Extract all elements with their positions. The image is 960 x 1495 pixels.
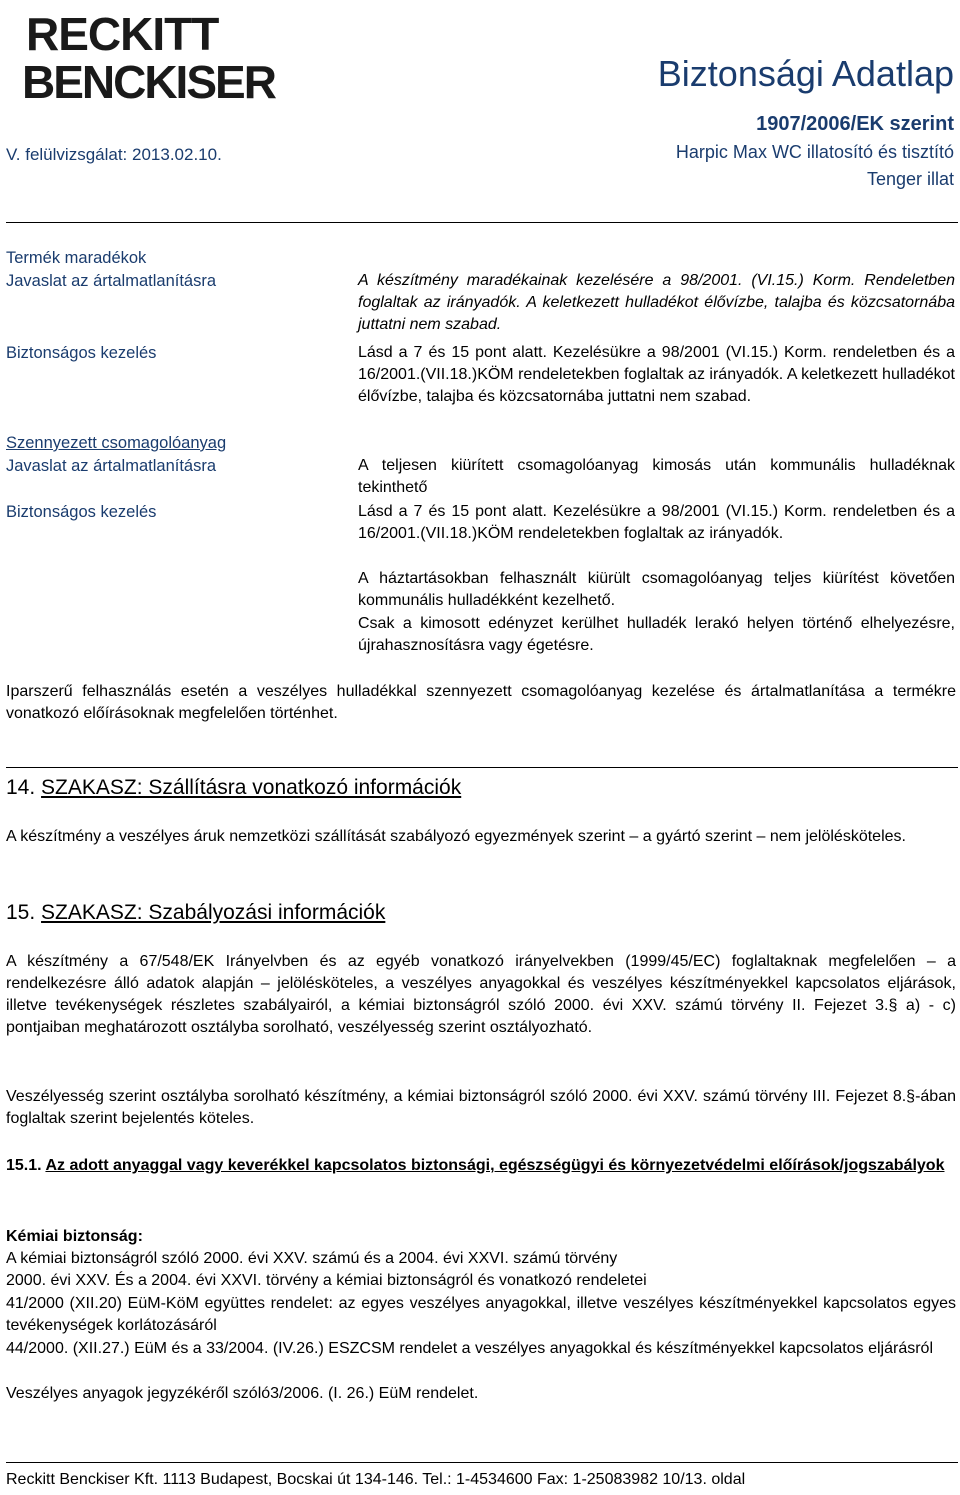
law-item: A kémiai biztonságról szóló 2000. évi XXV. számú és a 2004. évi XXVI. számú törvény (6, 1250, 618, 1267)
law-item: Veszélyes anyagok jegyzékéről szóló3/2006. (I. 26.) EüM rendelet. (6, 1385, 479, 1402)
page-footer: Reckitt Benckiser Kft. 1113 Budapest, Bocskai út 134-146. Tel.: 1-4534600 Fax: 1-25083982 10/13. oldal (6, 1471, 746, 1488)
section-15-heading (6, 900, 385, 926)
disposal-text-1: A készítmény maradékainak kezelésére a 98/2001. (VI.15.) Korm. Rendeletben foglaltak az irányadók. A keletkezett hulladékot élővízbe, talajba és közcsatornába juttatni nem szabad. (358, 272, 955, 333)
section-14-number: 14. (6, 776, 36, 799)
subsection-15-1-number: 15.1. (6, 1157, 42, 1174)
safe-handling-text-1: Lásd a 7 és 15 pont alatt. Kezelésükre a 98/2001 (VI.15.) Korm. rendeletben és a 16/2001.(VII.18.)KÖM rendeletekben foglaltak az irányadók. A keletkezett hulladékot élővízbe, talajba és közcsatornába juttatni nem szabad. (358, 344, 955, 405)
revision-date: V. felülvizsgálat: 2013.02.10. (6, 145, 222, 164)
subsection-15-1-heading (6, 1155, 956, 1177)
reckitt-benckiser-logo (22, 10, 292, 105)
disposal-text-2: A teljesen kiürített csomagolóanyag kimosás után kommunális hulladéknak tekinthető (358, 457, 955, 496)
document-title: Biztonsági Adatlap (657, 53, 954, 94)
product-residue-title: Termék maradékok (6, 249, 147, 267)
section-15-text-2: Veszélyesség szerint osztályba sorolható készítmény, a kémiai biztonságról szóló 2000. évi XXV. számú törvény III. Fejezet 8.§-ában foglaltak szerint bejelentés köteles. (6, 1088, 956, 1127)
section-15-text-1: A készítmény a 67/548/EK Irányelvben és az egyéb vonatkozó irányelvekben (1999/45/EC) foglaltaknak megfelelően – a rendelkezésre álló adatok alapján – jelölésköteles, a veszélyes anyagokkal és veszélyes készítményekkel kapcsolatos eljárások, illetve tevékenységek részletes szabályairól, a kémiai biztonságról szóló 2000. évi XXV. számú törvény II. Fejezet 3.§ a) - c) pontjaiban meghatározott osztályba sorolható, veszélyesség szerint osztályozható. (6, 953, 956, 1036)
safe-handling-text-2: Lásd a 7 és 15 pont alatt. Kezelésükre a 98/2001 (VI.15.) Korm. rendeletben és a 16/2001.(VII.18.)KÖM rendeletekben foglaltak az irányadók. (358, 503, 955, 542)
rinsed-container-text: Csak a kimosott edényzet kerülhet hulladék lerakó helyen történő elhelyezésre, újrahasznosításra vagy égetésre. (358, 615, 955, 654)
safe-handling-label-2: Biztonságos kezelés (6, 503, 157, 521)
regulation-reference: 1907/2006/EK szerint (756, 113, 954, 135)
section-14-text: A készítmény a veszélyes áruk nemzetközi szállítását szabályozó egyezmények szerint – a gyártó szerint – nem jelölésköteles. (6, 828, 906, 845)
disposal-label-2: Javaslat az ártalmatlanításra (6, 457, 217, 475)
footer-divider (6, 1462, 958, 1463)
household-text: A háztartásokban felhasznált kiürült csomagolóanyag teljes kiürítést követően kommunális hulladékként kezelhető. (358, 570, 955, 609)
logo-line-2: BENCKISER (22, 56, 275, 105)
section-15-number: 15. (6, 901, 36, 924)
product-name: Harpic Max WC illatosító és tisztító (675, 142, 954, 162)
law-item: 2000. évi XXV. És a 2004. évi XXVI. törvény a kémiai biztonságról és vonatkozó rendeletei (6, 1272, 647, 1289)
section-divider (6, 767, 958, 768)
packaging-title: Szennyezett csomagolóanyag (6, 434, 227, 452)
section-15-title: SZAKASZ: Szabályozási információk (41, 901, 386, 924)
section-14-heading (6, 775, 461, 801)
header-divider (6, 222, 958, 223)
subsection-15-1-title: Az adott anyaggal vagy keverékkel kapcsolatos biztonsági, egészségügyi és környezetvédelmi előírások/jogszabályok (45, 1157, 945, 1174)
logo-line-1: RECKITT (26, 10, 219, 60)
law-item: 44/2000. (XII.27.) EüM és a 33/2004. (IV.26.) ESZCSM rendelet a veszélyes anyagokkal és készítményekkel kapcsolatos eljárásról (6, 1340, 933, 1357)
disposal-label-1: Javaslat az ártalmatlanításra (6, 272, 217, 290)
chemical-safety-title: Kémiai biztonság: (6, 1228, 143, 1245)
law-item: 41/2000 (XII.20) EüM-KöM együttes rendelet: az egyes veszélyes anyagokkal, illetve veszélyes készítményekkel kapcsolatos egyes tevékenységek korlátozásáról (6, 1295, 956, 1334)
section-14-title: SZAKASZ: Szállításra vonatkozó információk (41, 776, 462, 799)
product-scent: Tenger illat (866, 169, 954, 189)
industrial-use-text: Iparszerű felhasználás esetén a veszélyes hulladékkal szennyezett csomagolóanyag kezelése és ártalmatlanítása a termékre vonatkozó előírásoknak megfelelően történhet. (6, 683, 956, 722)
safe-handling-label-1: Biztonságos kezelés (6, 344, 157, 362)
